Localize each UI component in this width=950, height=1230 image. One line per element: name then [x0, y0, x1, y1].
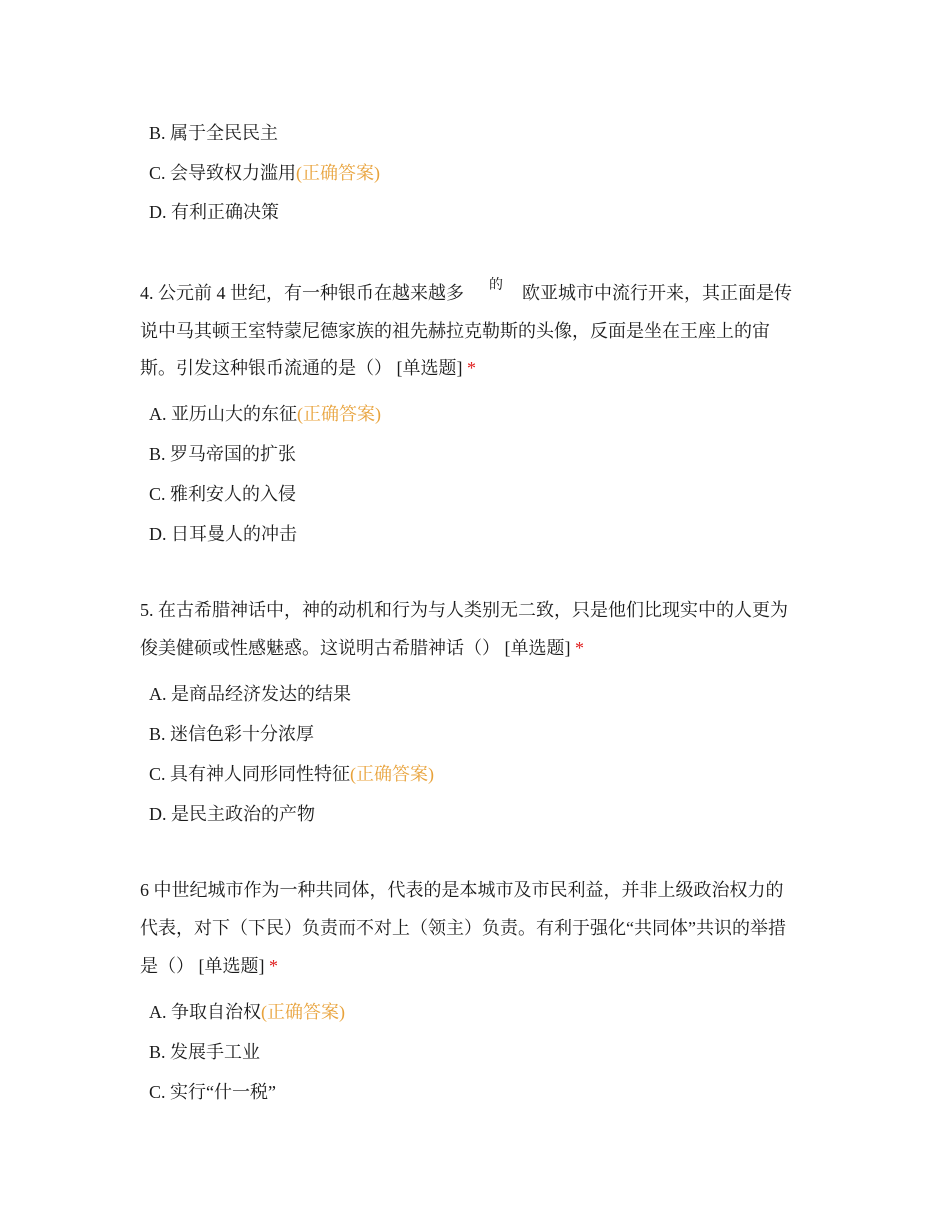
option-label: B. 罗马帝国的扩张 — [149, 444, 297, 464]
option-label: C. 实行“什一税” — [149, 1082, 276, 1102]
q3-option-d — [149, 200, 279, 224]
option-label: D. 是民主政治的产物 — [149, 804, 315, 824]
correct-answer-tag: (正确答案) — [261, 1002, 345, 1022]
q4-option-a — [149, 402, 381, 426]
correct-answer-tag: (正确答案) — [350, 764, 435, 784]
q4-line-1b: 欧亚城市中流行开来，其正面是传 — [522, 283, 792, 303]
option-label: B. 属于全民民主 — [149, 123, 279, 143]
q4-option-c — [149, 482, 296, 506]
q4-option-d — [149, 522, 297, 546]
q5-option-a — [149, 682, 351, 706]
q4-option-b — [149, 442, 296, 466]
q6-line-2: 代表，对下（下民）负责而不对上（领主）负责。有利于强化“共同体”共识的举措 — [140, 918, 786, 938]
q6-line-3 — [140, 953, 278, 979]
option-label: B. 迷信色彩十分浓厚 — [149, 724, 315, 744]
q4-floating-char: 的 — [489, 278, 503, 293]
question-text: 是（） [单选题] — [140, 956, 265, 976]
required-marker: * — [467, 358, 476, 378]
q5-line-2 — [140, 635, 584, 661]
q4-line-3 — [140, 355, 476, 381]
q5-line-1: 5. 在古希腊神话中，神的动机和行为与人类别无二致，只是他们比现实中的人更为 — [140, 600, 788, 620]
option-label: A. 争取自治权 — [149, 1002, 261, 1022]
q5-option-c — [149, 762, 434, 786]
q6-option-a — [149, 1000, 345, 1024]
option-label: A. 亚历山大的东征 — [149, 404, 297, 424]
q3-option-b — [149, 121, 278, 145]
q4-line-2: 说中马其顿王室特蒙尼德家族的祖先赫拉克勒斯的头像，反面是坐在王座上的宙 — [140, 321, 770, 341]
q5-option-b — [149, 722, 314, 746]
q5-option-d — [149, 802, 315, 826]
required-marker: * — [575, 638, 584, 658]
option-label: C. 会导致权力滥用 — [149, 163, 297, 183]
required-marker: * — [269, 956, 278, 976]
q4-line-1a: 4. 公元前 4 世纪，有一种银币在越来越多 — [140, 283, 464, 303]
option-label: D. 有利正确决策 — [149, 202, 279, 222]
option-label: A. 是商品经济发达的结果 — [149, 684, 351, 704]
option-label: C. 具有神人同形同性特征 — [149, 764, 351, 784]
q3-option-c — [149, 161, 380, 185]
option-label: D. 日耳曼人的冲击 — [149, 524, 297, 544]
correct-answer-tag: (正确答案) — [297, 404, 381, 424]
q6-line-1: 6 中世纪城市作为一种共同体，代表的是本城市及市民利益，并非上级政治权力的 — [140, 880, 784, 900]
question-text: 斯。引发这种银币流通的是（） [单选题] — [140, 358, 463, 378]
q6-option-c — [149, 1080, 276, 1104]
q6-option-b — [149, 1040, 260, 1064]
question-text: 俊美健硕或性感魅惑。这说明古希腊神话（） [单选题] — [140, 638, 571, 658]
correct-answer-tag: (正确答案) — [296, 163, 381, 183]
option-label: C. 雅利安人的入侵 — [149, 484, 297, 504]
option-label: B. 发展手工业 — [149, 1042, 261, 1062]
